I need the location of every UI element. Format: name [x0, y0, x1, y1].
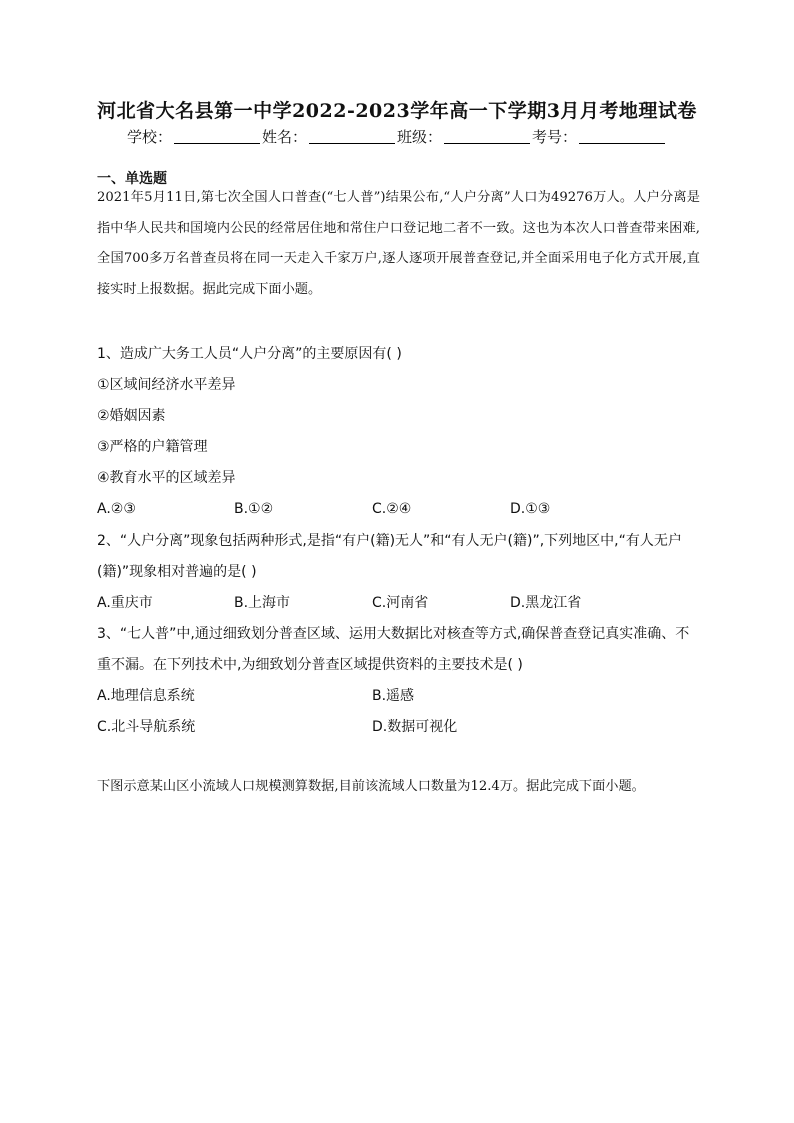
question-1-item: ①区域间经济水平差异: [97, 377, 236, 393]
question-3-options-row-1: [97, 681, 700, 712]
reading-passage-1: 2021年5月11日,第七次全国人口普查(“七人普”)结果公布,“人户分离”人口为49276万人。人户分离是指中华人民共和国境内公民的经常居住地和常住户口登记地二者不一致。这也为本次人口普查带来困难,全国700多万名普查员将在同一天走入千家万户,逐人逐项开展普查登记,并全面采用电子化方式开展,直接实时上报数据。据此完成下面小题。: [97, 190, 700, 297]
question-1-item: ②婚姻因素: [97, 408, 166, 424]
question-1-options: [97, 494, 700, 525]
question-3-options-row-2: [97, 712, 700, 743]
option-d[interactable]: D.黑龙江省: [510, 595, 582, 611]
option-c[interactable]: C.②④: [372, 501, 412, 517]
option-a[interactable]: A.②③: [97, 501, 136, 517]
question-1-item: ③严格的户籍管理: [97, 439, 208, 455]
option-b[interactable]: B.上海市: [234, 595, 291, 611]
student-info-line: [0, 126, 794, 147]
number-label: 考号：: [532, 128, 578, 146]
question-3-stem: 3、“七人普”中,通过细致划分普查区域、运用大数据比对核查等方式,确保普查登记真实准确、不重不漏。在下列技术中,为细致划分普查区域提供资料的主要技术是( ): [97, 626, 690, 673]
option-b[interactable]: B.①②: [234, 501, 274, 517]
question-2-options: [97, 588, 700, 619]
option-d[interactable]: D.数据可视化: [372, 719, 458, 735]
reading-passage-2: 下图示意某山区小流域人口规模测算数据,目前该流域人口数量为12.4万。据此完成下面小题。: [97, 779, 645, 794]
option-d[interactable]: D.①③: [510, 501, 551, 517]
question-2-stem: 2、“人户分离”现象包括两种形式,是指“有户(籍)无人”和“有人无户(籍)”,下列地区中,“有人无户(籍)”现象相对普遍的是( ): [97, 533, 682, 580]
option-c[interactable]: C.北斗导航系统: [97, 719, 196, 735]
number-blank[interactable]: [579, 129, 665, 144]
option-a[interactable]: A.重庆市: [97, 595, 153, 611]
question-1-stem: 1、造成广大务工人员“人户分离”的主要原因有( ): [97, 346, 402, 362]
name-label: 姓名：: [261, 128, 307, 146]
exam-title: 河北省大名县第一中学2022-2023学年高一下学期3月月考地理试卷: [97, 100, 697, 122]
section-title: 一、单选题: [97, 171, 167, 187]
class-blank[interactable]: [444, 129, 530, 144]
name-blank[interactable]: [309, 129, 395, 144]
class-label: 班级：: [397, 128, 443, 146]
school-blank[interactable]: [174, 129, 260, 144]
option-a[interactable]: A.地理信息系统: [97, 688, 195, 704]
school-label: 学校：: [126, 128, 172, 146]
question-1-item: ④教育水平的区域差异: [97, 470, 236, 486]
option-c[interactable]: C.河南省: [372, 595, 429, 611]
option-b[interactable]: B.遥感: [372, 688, 415, 704]
